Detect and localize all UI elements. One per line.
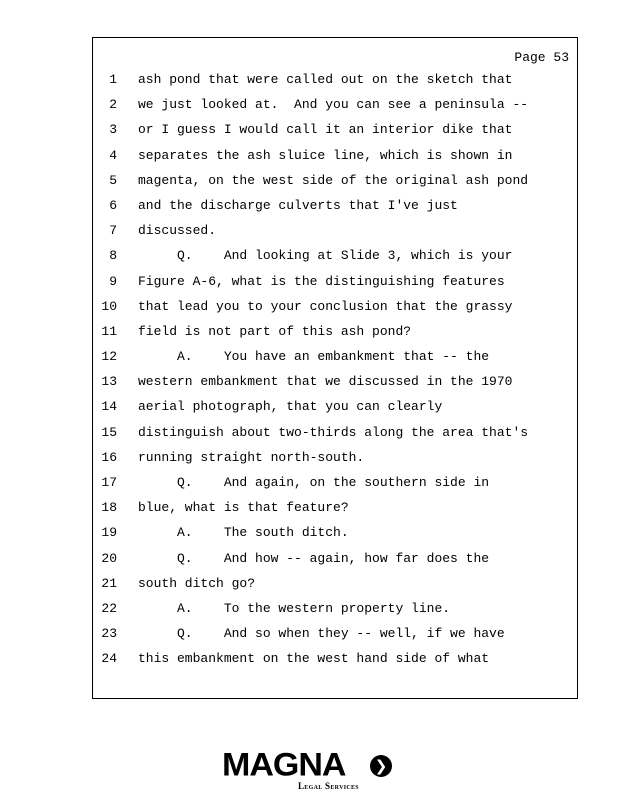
transcript-line [93,369,577,394]
transcript-line [93,621,577,646]
transcript-line [93,193,577,218]
line-text: Figure A-6, what is the distinguishing features [138,273,505,289]
transcript-line [93,117,577,142]
line-number: 19 [101,525,117,541]
line-text: A. You have an embankment that -- the [138,349,490,365]
transcript-line [93,546,577,571]
line-text: western embankment that we discussed in the 1970 [138,374,513,390]
transcript-line [93,168,577,193]
line-number: 10 [101,298,117,314]
line-text: that lead you to your conclusion that the grassy [138,298,513,314]
transcript-line [93,67,577,92]
transcript-line [93,495,577,520]
line-number: 7 [109,223,117,239]
line-text: Q. And looking at Slide 3, which is your [138,248,513,264]
transcript-line [93,646,577,671]
page-number: Page 53 [514,50,569,65]
line-text: Q. And again, on the southern side in [138,475,490,490]
line-text: running straight north-south. [138,449,365,465]
line-number: 17 [101,475,117,490]
line-number: 14 [101,399,117,415]
line-number: 1 [109,72,117,87]
transcript-line [93,92,577,117]
line-number: 23 [101,626,117,642]
line-number: 13 [101,374,117,390]
line-number: 12 [101,349,117,365]
line-text: aerial photograph, that you can clearly [138,399,443,415]
logo-wordmark: MAGNA [222,746,346,784]
line-number: 16 [101,449,117,465]
line-text: discussed. [138,223,217,239]
transcript-page [92,37,578,699]
transcript-line [93,243,577,268]
line-text: we just looked at. And you can see a peninsula -- [138,97,529,113]
line-text: this embankment on the west hand side of what [138,651,490,667]
transcript-lines [93,67,577,672]
line-number: 4 [109,147,117,163]
transcript-line [93,596,577,621]
line-text: or I guess I would call it an interior dike that [138,122,513,138]
transcript-line [93,571,577,596]
line-number: 6 [109,197,117,213]
transcript-line [93,269,577,294]
line-text: ash pond that were called out on the sketch that [138,72,513,87]
line-number: 5 [109,172,117,188]
transcript-line [93,294,577,319]
line-text: and the discharge culverts that I've just [138,197,458,213]
line-number: 21 [101,575,117,591]
transcript-line [93,470,577,495]
line-text: field is not part of this ash pond? [138,323,412,339]
line-number: 24 [101,651,117,667]
line-text: distinguish about two-thirds along the area that's [138,424,529,440]
logo-subtitle: Legal Services [298,781,359,791]
transcript-line [93,420,577,445]
line-text: magenta, on the west side of the original ash pond [138,172,529,188]
line-number: 9 [109,273,117,289]
magna-logo [222,745,397,793]
line-text: Q. And so when they -- well, if we have [138,626,505,642]
line-number: 18 [101,500,117,516]
line-text: south ditch go? [138,575,256,591]
transcript-line [93,394,577,419]
line-number: 20 [101,550,117,566]
line-number: 8 [109,248,117,264]
line-number: 3 [109,122,117,138]
line-text: Q. And how -- again, how far does the [138,550,490,566]
transcript-line [93,344,577,369]
transcript-line [93,319,577,344]
transcript-line [93,520,577,545]
chevron-right-circle-icon: ❯ [370,755,392,777]
transcript-line [93,445,577,470]
line-text: blue, what is that feature? [138,500,349,516]
transcript-line [93,143,577,168]
line-number: 15 [101,424,117,440]
line-number: 22 [101,600,117,616]
line-number: 11 [101,323,117,339]
line-text: A. The south ditch. [138,525,349,541]
line-text: separates the ash sluice line, which is shown in [138,147,513,163]
line-text: A. To the western property line. [138,600,451,616]
transcript-line [93,218,577,243]
line-number: 2 [109,97,117,113]
